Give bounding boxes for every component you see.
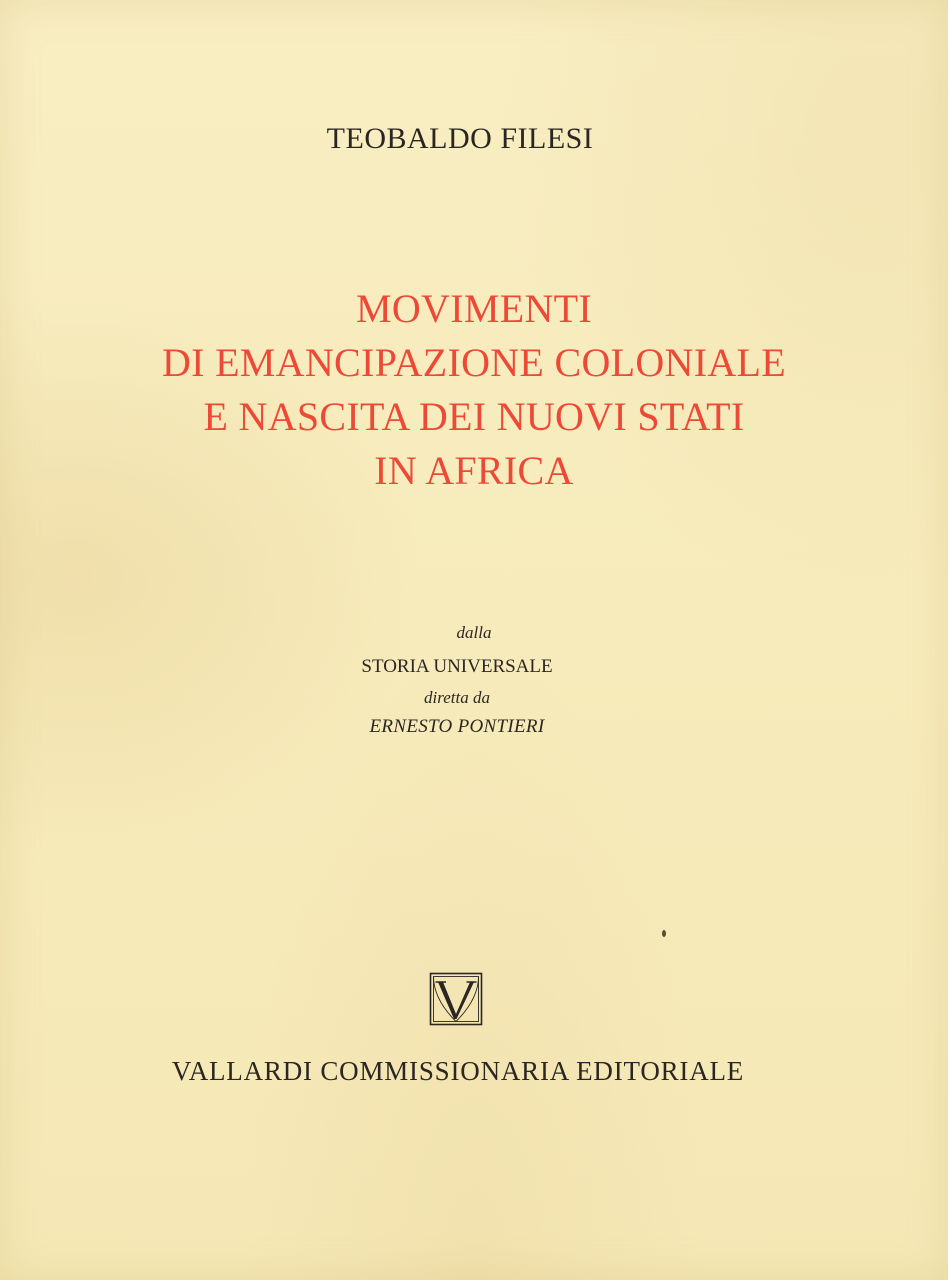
publisher-name: VALLARDI COMMISSIONARIA EDITORIALE bbox=[171, 1056, 745, 1086]
paper-speck bbox=[662, 930, 666, 937]
from-label: dalla bbox=[456, 623, 492, 642]
author-name: TEOBALDO FILESI bbox=[326, 122, 594, 155]
title-line-3: E NASCITA DEI NUOVI STATI bbox=[203, 394, 745, 439]
title-line-4: IN AFRICA bbox=[374, 448, 574, 493]
series-name: STORIA UNIVERSALE bbox=[361, 656, 553, 677]
directed-by-label: diretta da bbox=[424, 688, 490, 707]
publisher-logo-icon bbox=[429, 972, 483, 1026]
title-line-1: MOVIMENTI bbox=[355, 286, 592, 331]
editor-name: ERNESTO PONTIERI bbox=[369, 716, 545, 737]
book-title bbox=[0, 282, 948, 498]
title-line-2: DI EMANCIPAZIONE COLONIALE bbox=[161, 340, 787, 385]
